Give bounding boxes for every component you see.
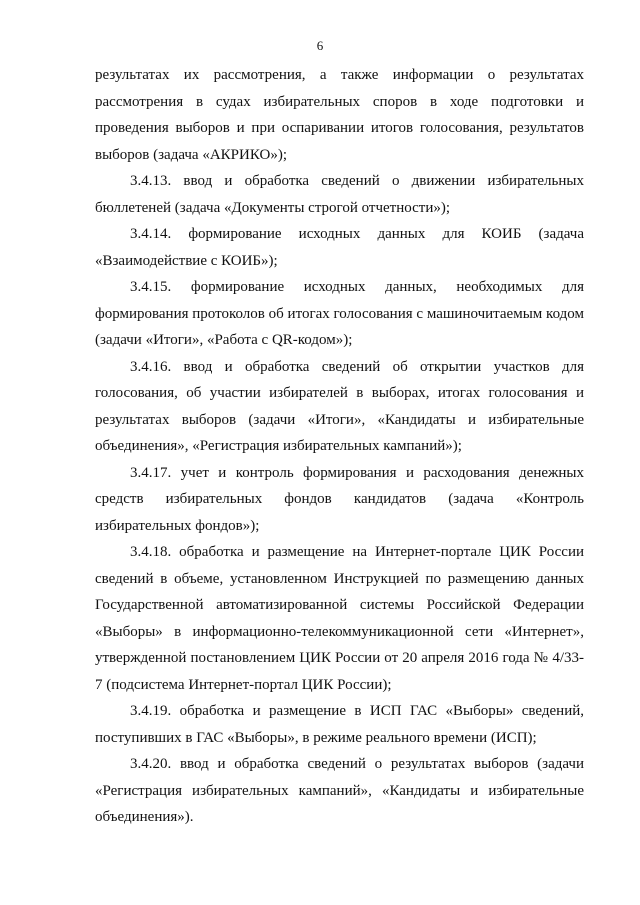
paragraph-3-4-16: 3.4.16. ввод и обработка сведений об открытии участков для голосования, об участии избирателей в выборах, итогах голосования и результатах выборов (задачи «Итоги», «Кандидаты и избирательные объединения», «Регистрация избирательных кампаний»); [95,358,584,454]
paragraph-3-4-19: 3.4.19. обработка и размещение в ИСП ГАС «Выборы» сведений, поступивших в ГАС «Выборы», в режиме реального времени (ИСП); [95,703,584,746]
paragraph-3-4-13: 3.4.13. ввод и обработка сведений о движении избирательных бюллетеней (задача «Документы строгой отчетности»); [95,173,584,216]
paragraph-3-4-14: 3.4.14. формирование исходных данных для КОИБ (задача «Взаимодействие с КОИБ»); [95,226,584,269]
document-body [95,62,584,831]
paragraph-3-4-17: 3.4.17. учет и контроль формирования и расходования денежных средств избирательных фондов кандидатов (задача «Контроль избирательных фондов»); [95,464,584,534]
paragraph-3-4-20: 3.4.20. ввод и обработка сведений о результатах выборов (задачи «Регистрация избирательных кампаний», «Кандидаты и избирательные объединения»). [95,756,584,825]
paragraph-3-4-18: 3.4.18. обработка и размещение на Интернет-портале ЦИК России сведений в объеме, установленном Инструкцией по размещению данных Государственной автоматизированной системы Российской Федерации «Выборы» в информационно-телекоммуникационной сети «Интернет», утвержденной постановлением ЦИК России от 20 апреля 2016 года № 4/33-7 (подсистема Интернет-портал ЦИК России); [95,544,584,693]
page-number: 6 [316,38,324,53]
paragraph-3-4-15: 3.4.15. формирование исходных данных, необходимых для формирования протоколов об итогах голосования с машиночитаемым кодом (задачи «Итоги», «Работа с QR-кодом»); [95,279,584,348]
paragraph-continuation: результатах их рассмотрения, а также информации о результатах рассмотрения в судах избирательных споров в ходе подготовки и проведения выборов и при оспаривании итогов голосования, результатов выборов (задача «АКРИКО»); [95,67,584,163]
